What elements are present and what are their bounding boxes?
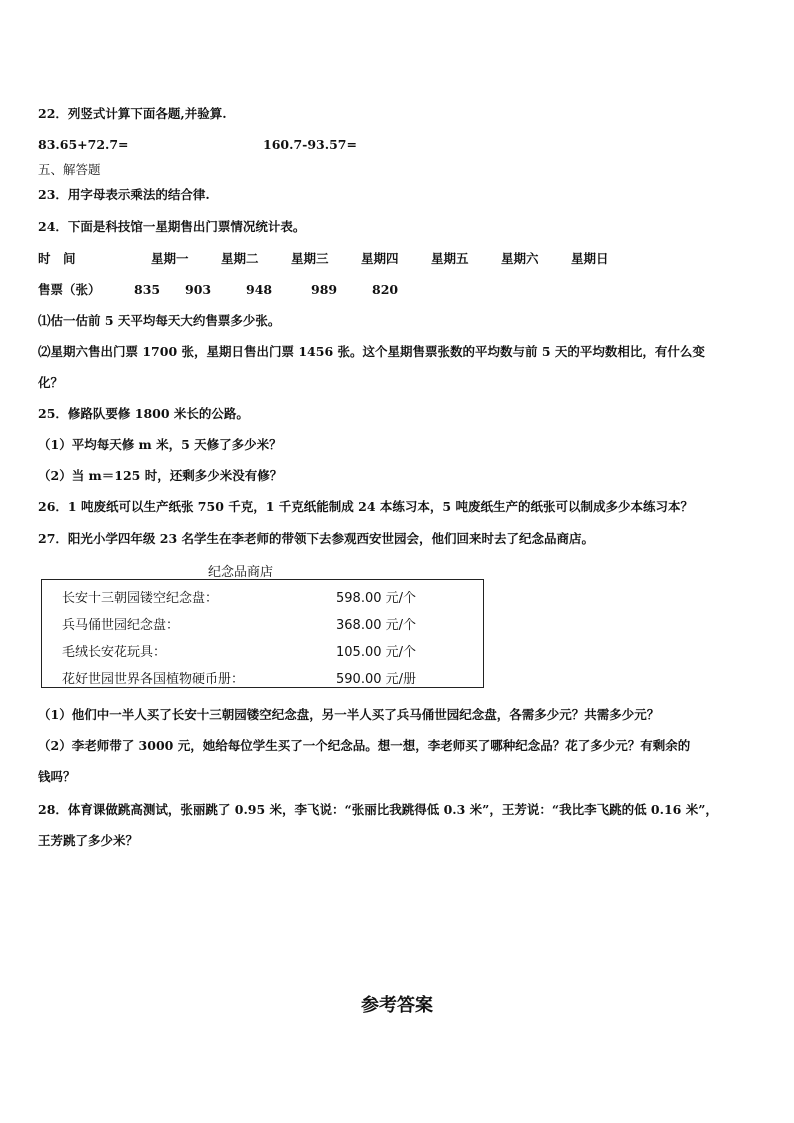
souvenir-item-price: 368.00 元/个 <box>336 618 416 633</box>
reference-answer-heading: 参考答案 <box>361 995 433 1016</box>
souvenir-item-name: 花好世园世界各国植物硬币册： <box>62 672 245 687</box>
question-27-sub2-line2: 钱吗？ <box>38 769 76 784</box>
ticket-table-value: 989 <box>311 282 338 297</box>
question-25-title: 25．修路队要修 1800 米长的公路。 <box>38 406 249 421</box>
ticket-table-value: 903 <box>185 282 212 297</box>
question-27-sub1: （1）他们中一半人买了长安十三朝园镂空纪念盘，另一半人买了兵马俑世园纪念盘，各需多少元？共需多少元？ <box>38 707 660 722</box>
souvenir-item-name: 兵马俑世园纪念盘： <box>62 618 180 633</box>
question-24-sub2-line1: ⑵星期六售出门票 1700 张，星期日售出门票 1456 张。这个星期售票张数的平均数与前 5 天的平均数相比，有什么变 <box>38 344 705 359</box>
ticket-table-day: 星期六 <box>501 251 539 266</box>
question-22-expression-1: 83.65+72.7= <box>38 137 129 152</box>
ticket-table-row2-header: 售票（张） <box>38 282 101 297</box>
souvenir-item-price: 598.00 元/个 <box>336 591 416 606</box>
ticket-table-value: 835 <box>134 282 161 297</box>
question-25-sub2: （2）当 m＝125 时，还剩多少米没有修？ <box>38 468 283 483</box>
question-22-expression-2: 160.7-93.57= <box>263 137 357 152</box>
question-27-title: 27．阳光小学四年级 23 名学生在李老师的带领下去参观西安世园会，他们回来时去了纪念品商店。 <box>38 531 594 546</box>
souvenir-shop-title: 纪念品商店 <box>208 565 274 580</box>
question-24-sub2-line2: 化？ <box>38 375 64 390</box>
question-27-sub2-line1: （2）李老师带了 3000 元，她给每位学生买了一个纪念品。想一想，李老师买了哪种纪念品？花了多少元？有剩余的 <box>38 738 691 753</box>
souvenir-item-price: 590.00 元/册 <box>336 672 416 687</box>
ticket-table-day: 星期日 <box>571 251 609 266</box>
souvenir-item-name: 长安十三朝园镂空纪念盘： <box>62 591 219 606</box>
question-28-line2: 王芳跳了多少米？ <box>38 833 139 848</box>
ticket-table-value: 820 <box>372 282 399 297</box>
ticket-table-day: 星期四 <box>361 251 399 266</box>
question-28-line1: 28．体育课做跳高测试，张丽跳了 0.95 米，李飞说：“张丽比我跳得低 0.3 米”，王芳说：“我比李飞跳的低 0.16 米”， <box>38 802 718 817</box>
question-24-sub1: ⑴估一估前 5 天平均每天大约售票多少张。 <box>38 313 281 328</box>
souvenir-price-table <box>41 579 484 688</box>
ticket-table-value: 948 <box>246 282 273 297</box>
question-24-title: 24．下面是科技馆一星期售出门票情况统计表。 <box>38 219 306 234</box>
souvenir-item-name: 毛绒长安花玩具： <box>62 645 167 660</box>
question-23: 23．用字母表示乘法的结合律. <box>38 187 210 202</box>
ticket-table-day: 星期三 <box>291 251 329 266</box>
ticket-table-day: 星期五 <box>431 251 469 266</box>
ticket-table-day: 星期二 <box>221 251 259 266</box>
section-five-heading: 五、解答题 <box>38 162 101 177</box>
souvenir-item-price: 105.00 元/个 <box>336 645 416 660</box>
question-26: 26．1 吨废纸可以生产纸张 750 千克，1 千克纸能制成 24 本练习本，5 吨废纸生产的纸张可以制成多少本练习本？ <box>38 499 693 514</box>
question-25-sub1: （1）平均每天修 m 米，5 天修了多少米？ <box>38 437 282 452</box>
question-22-title: 22．列竖式计算下面各题,并验算. <box>38 106 227 121</box>
ticket-table-row1-header: 时 间 <box>38 251 76 266</box>
ticket-table-day: 星期一 <box>151 251 189 266</box>
